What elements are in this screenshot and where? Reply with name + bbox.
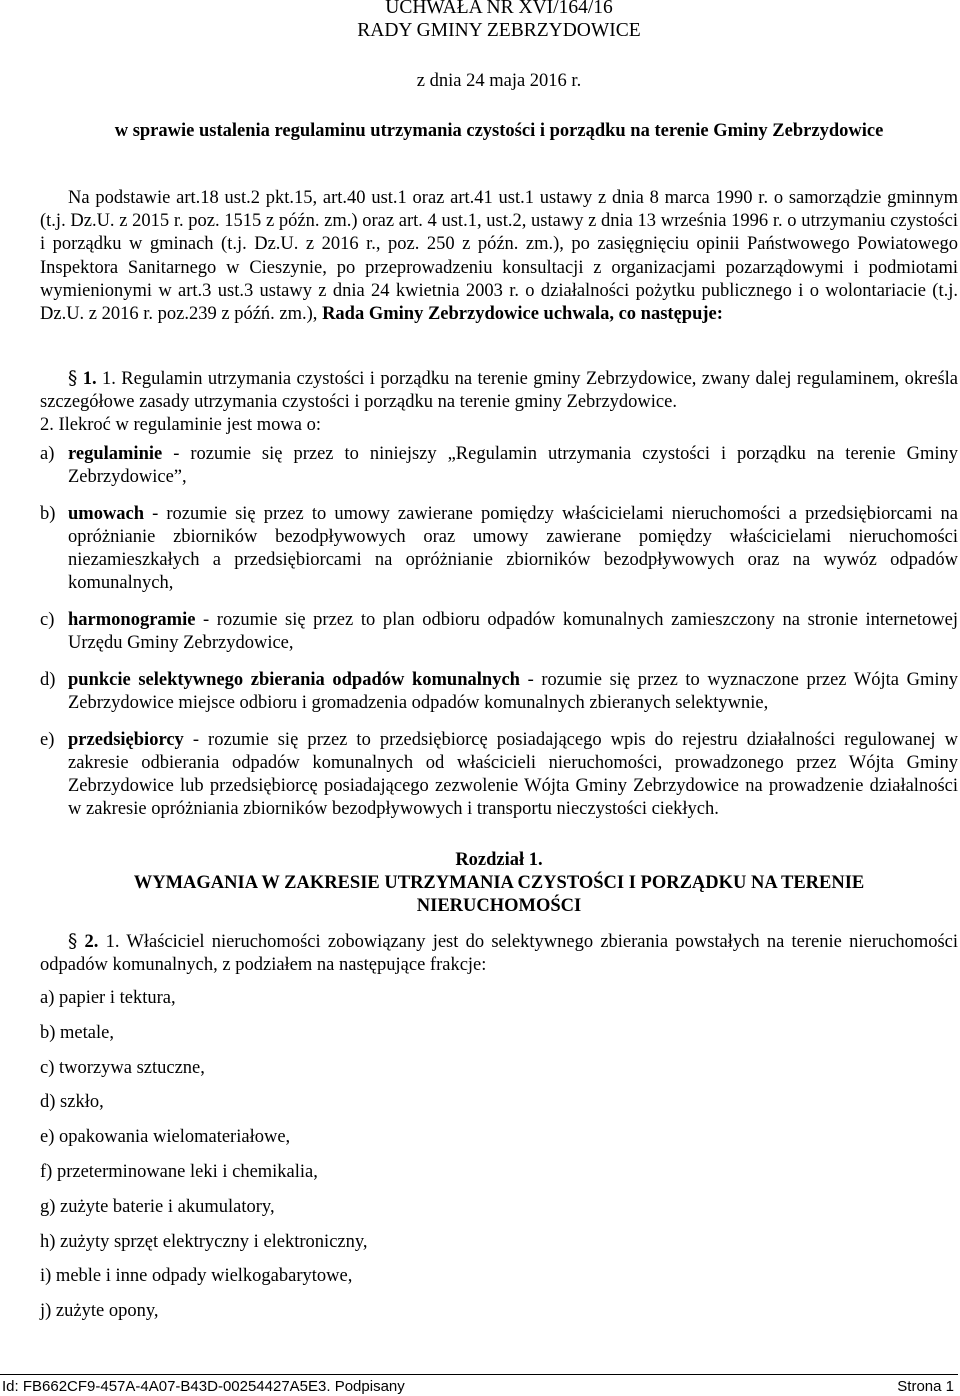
definition-item: [40, 669, 958, 715]
paragraph-1-ust-1-text: 1. Regulamin utrzymania czystości i porządku na terenie gminy Zebrzydowice, zwany dalej regulaminem, określa szczegółowe zasady utrzymania czystości i porządku na terenie gminy Zebrzydowice.: [40, 369, 959, 412]
paragraph-2-ust-1: [40, 930, 958, 977]
definition-term: regulaminie: [68, 444, 163, 464]
fraction-item: j) zużyte opony,: [40, 1301, 159, 1322]
definitions-list: [40, 443, 958, 821]
fraction-item: i) meble i inne odpady wielkogabarytowe,: [40, 1266, 353, 1287]
fraction-item: h) zużyty sprzęt elektryczny i elektroniczny,: [40, 1231, 368, 1252]
preamble-text: Na podstawie art.18 ust.2 pkt.15, art.40 ust.1 oraz art.41 ust.1 ustawy z dnia 8 marca 1990 r. o samorządzie gminnym (t.j. Dz.U. z 2015 r. poz. 1515 z późn. zm.) oraz art. 4 ust.1, ust.2, ustawy z dnia 13 września 1996 r. o utrzymaniu czystości i porządku w gminach (t.j. Dz.U. z 2016 r., poz. 250 z późn. zm.), po zasięgnięciu opinii Państwowego Powiatowego Inspektora Sanitarnego w Cieszynie, po przeprowadzeniu konsultacji z organizacjami pozarządowymi i podmiotami wymienionymi w art.3 ust.3 ustawy z dnia 24 kwietnia 2003 r. o działalności pożytku publicznego i o wolontariacie (t.j. Dz.U. z 2016 r. poz.239 z późń. zm.),: [40, 188, 958, 325]
definition-item: [40, 729, 958, 821]
paragraph-2-marker: § 2.: [68, 931, 106, 952]
fractions-list: [40, 987, 958, 1323]
title-block: [40, 0, 958, 42]
definition-term: umowach: [68, 504, 145, 524]
preamble-resolution: Rada Gminy Zebrzydowice uchwala, co następuje:: [322, 304, 723, 325]
document-subject: w sprawie ustalenia regulaminu utrzymania czystości i porządku na terenie Gminy Zebrzydowice: [114, 121, 884, 141]
title-line-2: RADY GMINY ZEBRZYDOWICE: [357, 20, 641, 41]
fraction-item: e) opakowania wielomateriałowe,: [40, 1127, 291, 1148]
document-date: z dnia 24 maja 2016 r.: [416, 71, 582, 91]
definition-text: - rozumie się przez to umowy zawierane pomiędzy właścicielami nieruchomości a przedsiębiorcami na opróżnianie zbiorników bezodpływowych oraz umowy zawierane pomiędzy właścicielami nieruchomości niezamieszkałych a przedsiębiorcami na opróżnianie zbiorników bezodpływowych oraz na wywóz odpadów komunalnych,: [68, 504, 958, 593]
definition-label: a): [40, 444, 55, 464]
paragraph-1-ust-1: [40, 367, 958, 414]
fraction-item: d) szkło,: [40, 1092, 104, 1113]
page-footer: [0, 1377, 958, 1396]
definition-text: - rozumie się przez to wyznaczone przez Wójta Gminy Zebrzydowice miejsce odbioru i gromadzenia odpadów komunalnych zbieranych selektywnie,: [68, 670, 959, 713]
definition-item: [40, 609, 958, 655]
definition-term: punkcie selektywnego zbierania odpadów komunalnych: [68, 670, 520, 690]
paragraph-1: [40, 367, 958, 437]
fraction-item: a) papier i tektura,: [40, 988, 176, 1008]
definition-item: [40, 443, 958, 489]
title-line-1: UCHWAŁA NR XVI/164/16: [385, 0, 613, 18]
chapter-number: Rozdział 1.: [455, 850, 543, 870]
definition-text: - rozumie się przez to przedsiębiorcę posiadającego wpis do rejestru działalności regulowanej w zakresie odbierania odpadów komunalnych od właścicieli nieruchomości, prowadzonego przez Wójta Gminy Zebrzydowice lub przedsiębiorcę posiadającego zezwolenie Wójta Gminy Zebrzydowice na prowadzenie działalności w zakresie opróżniania zbiorników bezodpływowych i transportu nieczystości ciekłych.: [68, 730, 958, 819]
definition-text: - rozumie się przez to plan odbioru odpadów komunalnych zamieszczony na stronie internetowej Urzędu Gminy Zebrzydowice,: [68, 610, 958, 653]
fraction-item: g) zużyte baterie i akumulatory,: [40, 1196, 275, 1217]
fraction-item: c) tworzywa sztuczne,: [40, 1057, 205, 1078]
fraction-item: f) przeterminowane leki i chemikalia,: [40, 1161, 318, 1182]
definition-label: b): [40, 504, 56, 524]
definition-text: - rozumie się przez to niniejszy „Regulamin utrzymania czystości i porządku na terenie Gminy Zebrzydowice”,: [68, 444, 958, 487]
chapter-heading: [40, 849, 958, 918]
paragraph-2: [40, 930, 958, 977]
fraction-item: b) metale,: [40, 1022, 114, 1043]
footer-rule: [0, 1374, 958, 1375]
page-number: Strona 1: [897, 1378, 954, 1395]
document-id: Id: FB662CF9-457A-4A07-B43D-00254427A5E3. Podpisany: [2, 1378, 405, 1395]
definition-term: harmonogramie: [68, 610, 196, 630]
definition-label: c): [40, 610, 55, 630]
preamble: [40, 187, 958, 326]
definition-term: przedsiębiorcy: [68, 730, 184, 750]
chapter-title: WYMAGANIA W ZAKRESIE UTRZYMANIA CZYSTOŚCI I PORZĄDKU NA TERENIE NIERUCHOMOŚCI: [133, 873, 865, 916]
definition-label: d): [40, 670, 56, 690]
paragraph-1-ust-2: 2. Ilekroć w regulaminie jest mowa o:: [40, 415, 322, 435]
definition-label: e): [40, 730, 55, 750]
paragraph-1-marker: § 1.: [68, 368, 102, 389]
definition-item: [40, 503, 958, 595]
paragraph-2-ust-1-text: 1. Właściciel nieruchomości zobowiązany jest do selektywnego zbierania powstałych na terenie nieruchomości odpadów komunalnych, z podziałem na następujące frakcje:: [40, 932, 959, 975]
